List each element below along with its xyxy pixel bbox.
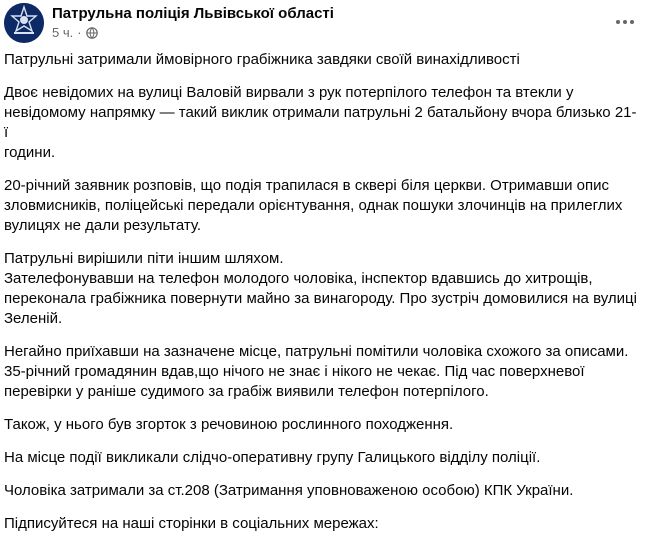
post-text-line: перевірки у раніше судимого за грабіж виявили телефон потерпілого. (4, 383, 489, 400)
post-paragraph (4, 249, 640, 329)
post-text-line: Також, у нього був згорток з речовиною рослинного походження. (4, 416, 454, 433)
post-text-line: переконала грабіжника повернути майно за винагороду. Про зустріч домовилися на вулиці (4, 290, 637, 307)
post-paragraph (4, 50, 640, 70)
post-text-line: Зателефонувавши на телефон молодого чоловіка, інспектор вдавшись до хитрощів, (4, 270, 593, 287)
police-badge-icon (4, 3, 44, 43)
post-text-line: вулицях не дали результату. (4, 217, 202, 234)
post-text-line: невідомому напрямку — такий виклик отримали патрульні 2 батальйону вчора близько 21-ї (4, 104, 637, 141)
post-text-line: На місце події викликали слідчо-оперативну групу Галицького відділу поліції. (4, 449, 541, 466)
post-text-line: 20-річний заявник розповів, що подія трапилася в сквері біля церкви. Отримавши опис (4, 177, 609, 194)
post-timestamp[interactable]: 5 ч. (52, 25, 74, 40)
post-author-name[interactable]: Патрульна поліція Львівської області (52, 5, 334, 22)
post-paragraph (4, 514, 640, 534)
post-body (4, 50, 640, 547)
post-text-line: Двоє невідомих на вулиці Валовій вирвали з рук потерпілого телефон та втекли у (4, 84, 574, 101)
page-avatar[interactable] (4, 3, 44, 43)
post-text-line: 35-річний громадянин вдав,що нічого не знає і нікого не чекає. Під час поверхневої (4, 363, 585, 380)
post-paragraph (4, 342, 640, 402)
post-paragraph (4, 448, 640, 468)
more-options-button[interactable] (613, 11, 637, 31)
post-paragraph (4, 481, 640, 501)
post-text-line: Чоловіка затримали за ст.208 (Затримання уповноваженою особою) КПК України. (4, 482, 574, 499)
post-paragraph (4, 83, 640, 163)
post-text-line: Негайно приїхавши на зазначене місце, патрульні помітили чоловіка схожого за описами. (4, 343, 629, 360)
post-text-line: Патрульні затримали ймовірного грабіжника завдяки своїй винахідливості (4, 51, 520, 68)
post-paragraph (4, 176, 640, 236)
post-text-line: Підписуйтеся на наші сторінки в соціальних мережах: (4, 515, 379, 532)
post-text-line: зловмисників, поліцейські передали орієнтування, однак пошуки злочинців на прилеглих (4, 197, 623, 214)
post-text-line: Патрульні вирішили піти іншим шляхом. (4, 250, 284, 267)
more-dots-icon (615, 12, 635, 30)
globe-icon[interactable] (86, 27, 98, 39)
post-paragraph (4, 415, 640, 435)
meta-separator: · (77, 25, 82, 40)
post-text-line: Зеленій. (4, 310, 63, 327)
post-text-line: години. (4, 144, 56, 161)
post-meta (52, 25, 98, 41)
